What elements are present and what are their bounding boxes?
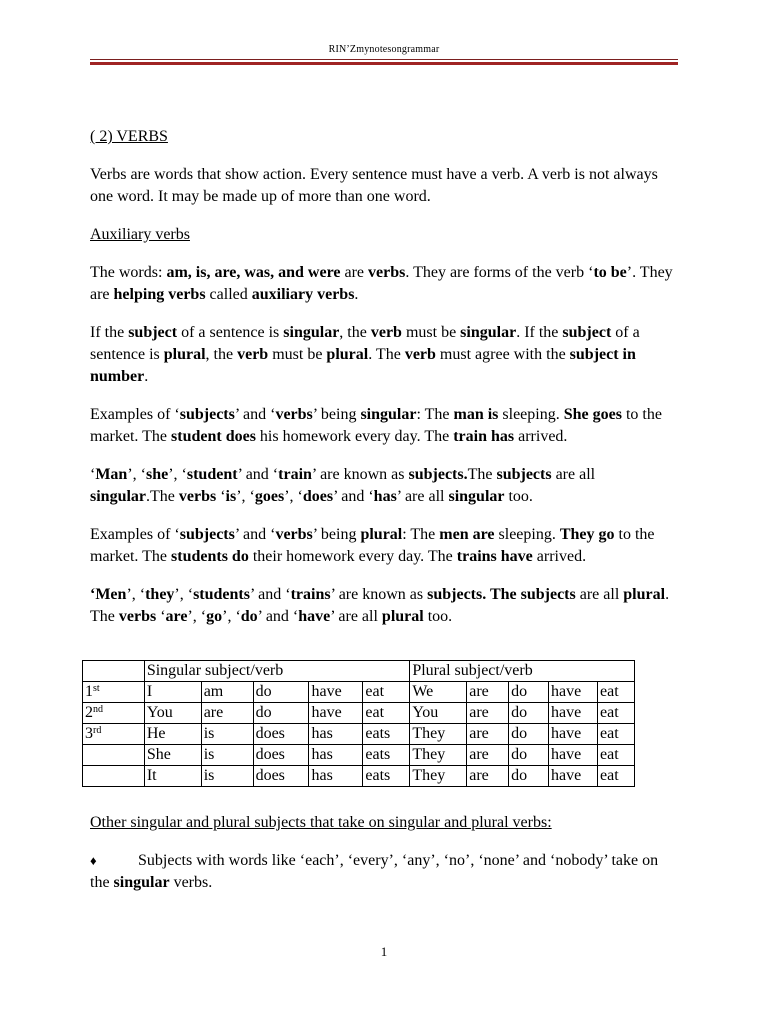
table-cell: have bbox=[549, 745, 598, 766]
other-subjects-heading: Other singular and plural subjects that take on singular and plural verbs: bbox=[90, 814, 552, 831]
main-content bbox=[90, 126, 678, 644]
table-row bbox=[83, 724, 635, 745]
table-cell: We bbox=[410, 682, 467, 703]
table-header-plural: Plural subject/verb bbox=[410, 661, 635, 682]
table-row bbox=[83, 682, 635, 703]
table-cell: has bbox=[309, 745, 363, 766]
person-number-cell: 2nd bbox=[83, 703, 145, 724]
table-row bbox=[83, 745, 635, 766]
table-row bbox=[83, 703, 635, 724]
header-rule-thick bbox=[90, 62, 678, 65]
table-cell: They bbox=[410, 766, 467, 787]
table-cell: They bbox=[410, 724, 467, 745]
table-cell: is bbox=[201, 766, 253, 787]
table-header-singular: Singular subject/verb bbox=[144, 661, 409, 682]
section-title: ( 2) VERBS bbox=[90, 128, 168, 145]
person-number-cell bbox=[83, 745, 145, 766]
table-cell: are bbox=[467, 682, 509, 703]
paragraph-agreement-rule: If the subject of a sentence is singular, the verb must be singular. If the subject of a sentence is plural, the verb must be plural. The verb must agree with the subject in number. bbox=[90, 324, 640, 385]
table-cell: eat bbox=[363, 682, 410, 703]
table-cell: does bbox=[253, 766, 309, 787]
table-cell: eat bbox=[597, 724, 634, 745]
table-cell: am bbox=[201, 682, 253, 703]
table-cell: I bbox=[144, 682, 201, 703]
table-cell: You bbox=[410, 703, 467, 724]
table-row bbox=[83, 766, 635, 787]
table-cell: eat bbox=[597, 682, 634, 703]
paragraph-singular-explanation: ‘Man’, ‘she’, ‘student’ and ‘train’ are known as subjects.The subjects are all singular.The verbs ‘is’, ‘goes’, ‘does’ and ‘has’ are all singular too. bbox=[90, 466, 596, 505]
table-cell: eat bbox=[597, 703, 634, 724]
table-cell: have bbox=[549, 724, 598, 745]
subheading-auxiliary-verbs: Auxiliary verbs bbox=[90, 226, 190, 243]
page-number: 1 bbox=[380, 944, 388, 959]
person-number-cell bbox=[83, 766, 145, 787]
table-cell: have bbox=[309, 703, 363, 724]
table-cell: do bbox=[509, 682, 549, 703]
table-cell: is bbox=[201, 745, 253, 766]
paragraph-plural-examples: Examples of ‘subjects’ and ‘verbs’ being plural: The men are sleeping. They go to the market. The students do their homework every day. The trains have arrived. bbox=[90, 526, 655, 565]
table-header-row bbox=[83, 661, 635, 682]
table-cell: do bbox=[509, 703, 549, 724]
paragraph-plural-explanation: ‘Men’, ‘they’, ‘students’ and ‘trains’ are known as subjects. The subjects are all plural. The verbs ‘are’, ‘go’, ‘do’ and ‘have’ are all plural too. bbox=[90, 586, 670, 625]
table-cell: eat bbox=[363, 703, 410, 724]
closing-content bbox=[90, 812, 678, 894]
table-cell: They bbox=[410, 745, 467, 766]
table-cell: do bbox=[509, 766, 549, 787]
bullet-item: ♦ Subjects with words like ‘each’, ‘every’, ‘any’, ‘no’, ‘none’ and ‘nobody’ take on the singular verbs. bbox=[90, 852, 659, 891]
person-number-cell: 1st bbox=[83, 682, 145, 703]
table-cell: It bbox=[144, 766, 201, 787]
table-cell: are bbox=[467, 766, 509, 787]
table-cell: have bbox=[549, 682, 598, 703]
paragraph-singular-examples: Examples of ‘subjects’ and ‘verbs’ being singular: The man is sleeping. She goes to the market. The student does his homework every day. The train has arrived. bbox=[90, 406, 662, 445]
table-cell: do bbox=[253, 703, 309, 724]
header-rule-thin bbox=[90, 59, 678, 60]
table-cell: does bbox=[253, 745, 309, 766]
table-cell: eat bbox=[597, 745, 634, 766]
running-header: RIN’Zmynotesongrammar bbox=[328, 44, 440, 55]
table-cell: eats bbox=[363, 724, 410, 745]
verb-conjugation-table bbox=[82, 660, 635, 787]
intro-paragraph: Verbs are words that show action. Every sentence must have a verb. A verb is not always one word. It may be made up of more than one word. bbox=[90, 166, 658, 205]
table-cell: have bbox=[309, 682, 363, 703]
paragraph-auxiliary-definition: The words: am, is, are, was, and were are verbs. They are forms of the verb ‘to be’. They are helping verbs called auxiliary verbs. bbox=[90, 264, 673, 303]
table-cell: are bbox=[467, 745, 509, 766]
table-cell: is bbox=[201, 724, 253, 745]
table-cell bbox=[83, 661, 145, 682]
table-cell: do bbox=[253, 682, 309, 703]
table-cell: eats bbox=[363, 745, 410, 766]
table-cell: eat bbox=[597, 766, 634, 787]
table-cell: are bbox=[201, 703, 253, 724]
table-cell: eats bbox=[363, 766, 410, 787]
diamond-bullet-icon: ♦ bbox=[90, 853, 97, 868]
table-cell: She bbox=[144, 745, 201, 766]
table-cell: do bbox=[509, 724, 549, 745]
table-cell: You bbox=[144, 703, 201, 724]
table-cell: have bbox=[549, 766, 598, 787]
table-cell: has bbox=[309, 724, 363, 745]
table-cell: are bbox=[467, 703, 509, 724]
table-cell: does bbox=[253, 724, 309, 745]
table-cell: have bbox=[549, 703, 598, 724]
table-cell: has bbox=[309, 766, 363, 787]
person-number-cell: 3rd bbox=[83, 724, 145, 745]
table-cell: are bbox=[467, 724, 509, 745]
table-cell: He bbox=[144, 724, 201, 745]
table-cell: do bbox=[509, 745, 549, 766]
